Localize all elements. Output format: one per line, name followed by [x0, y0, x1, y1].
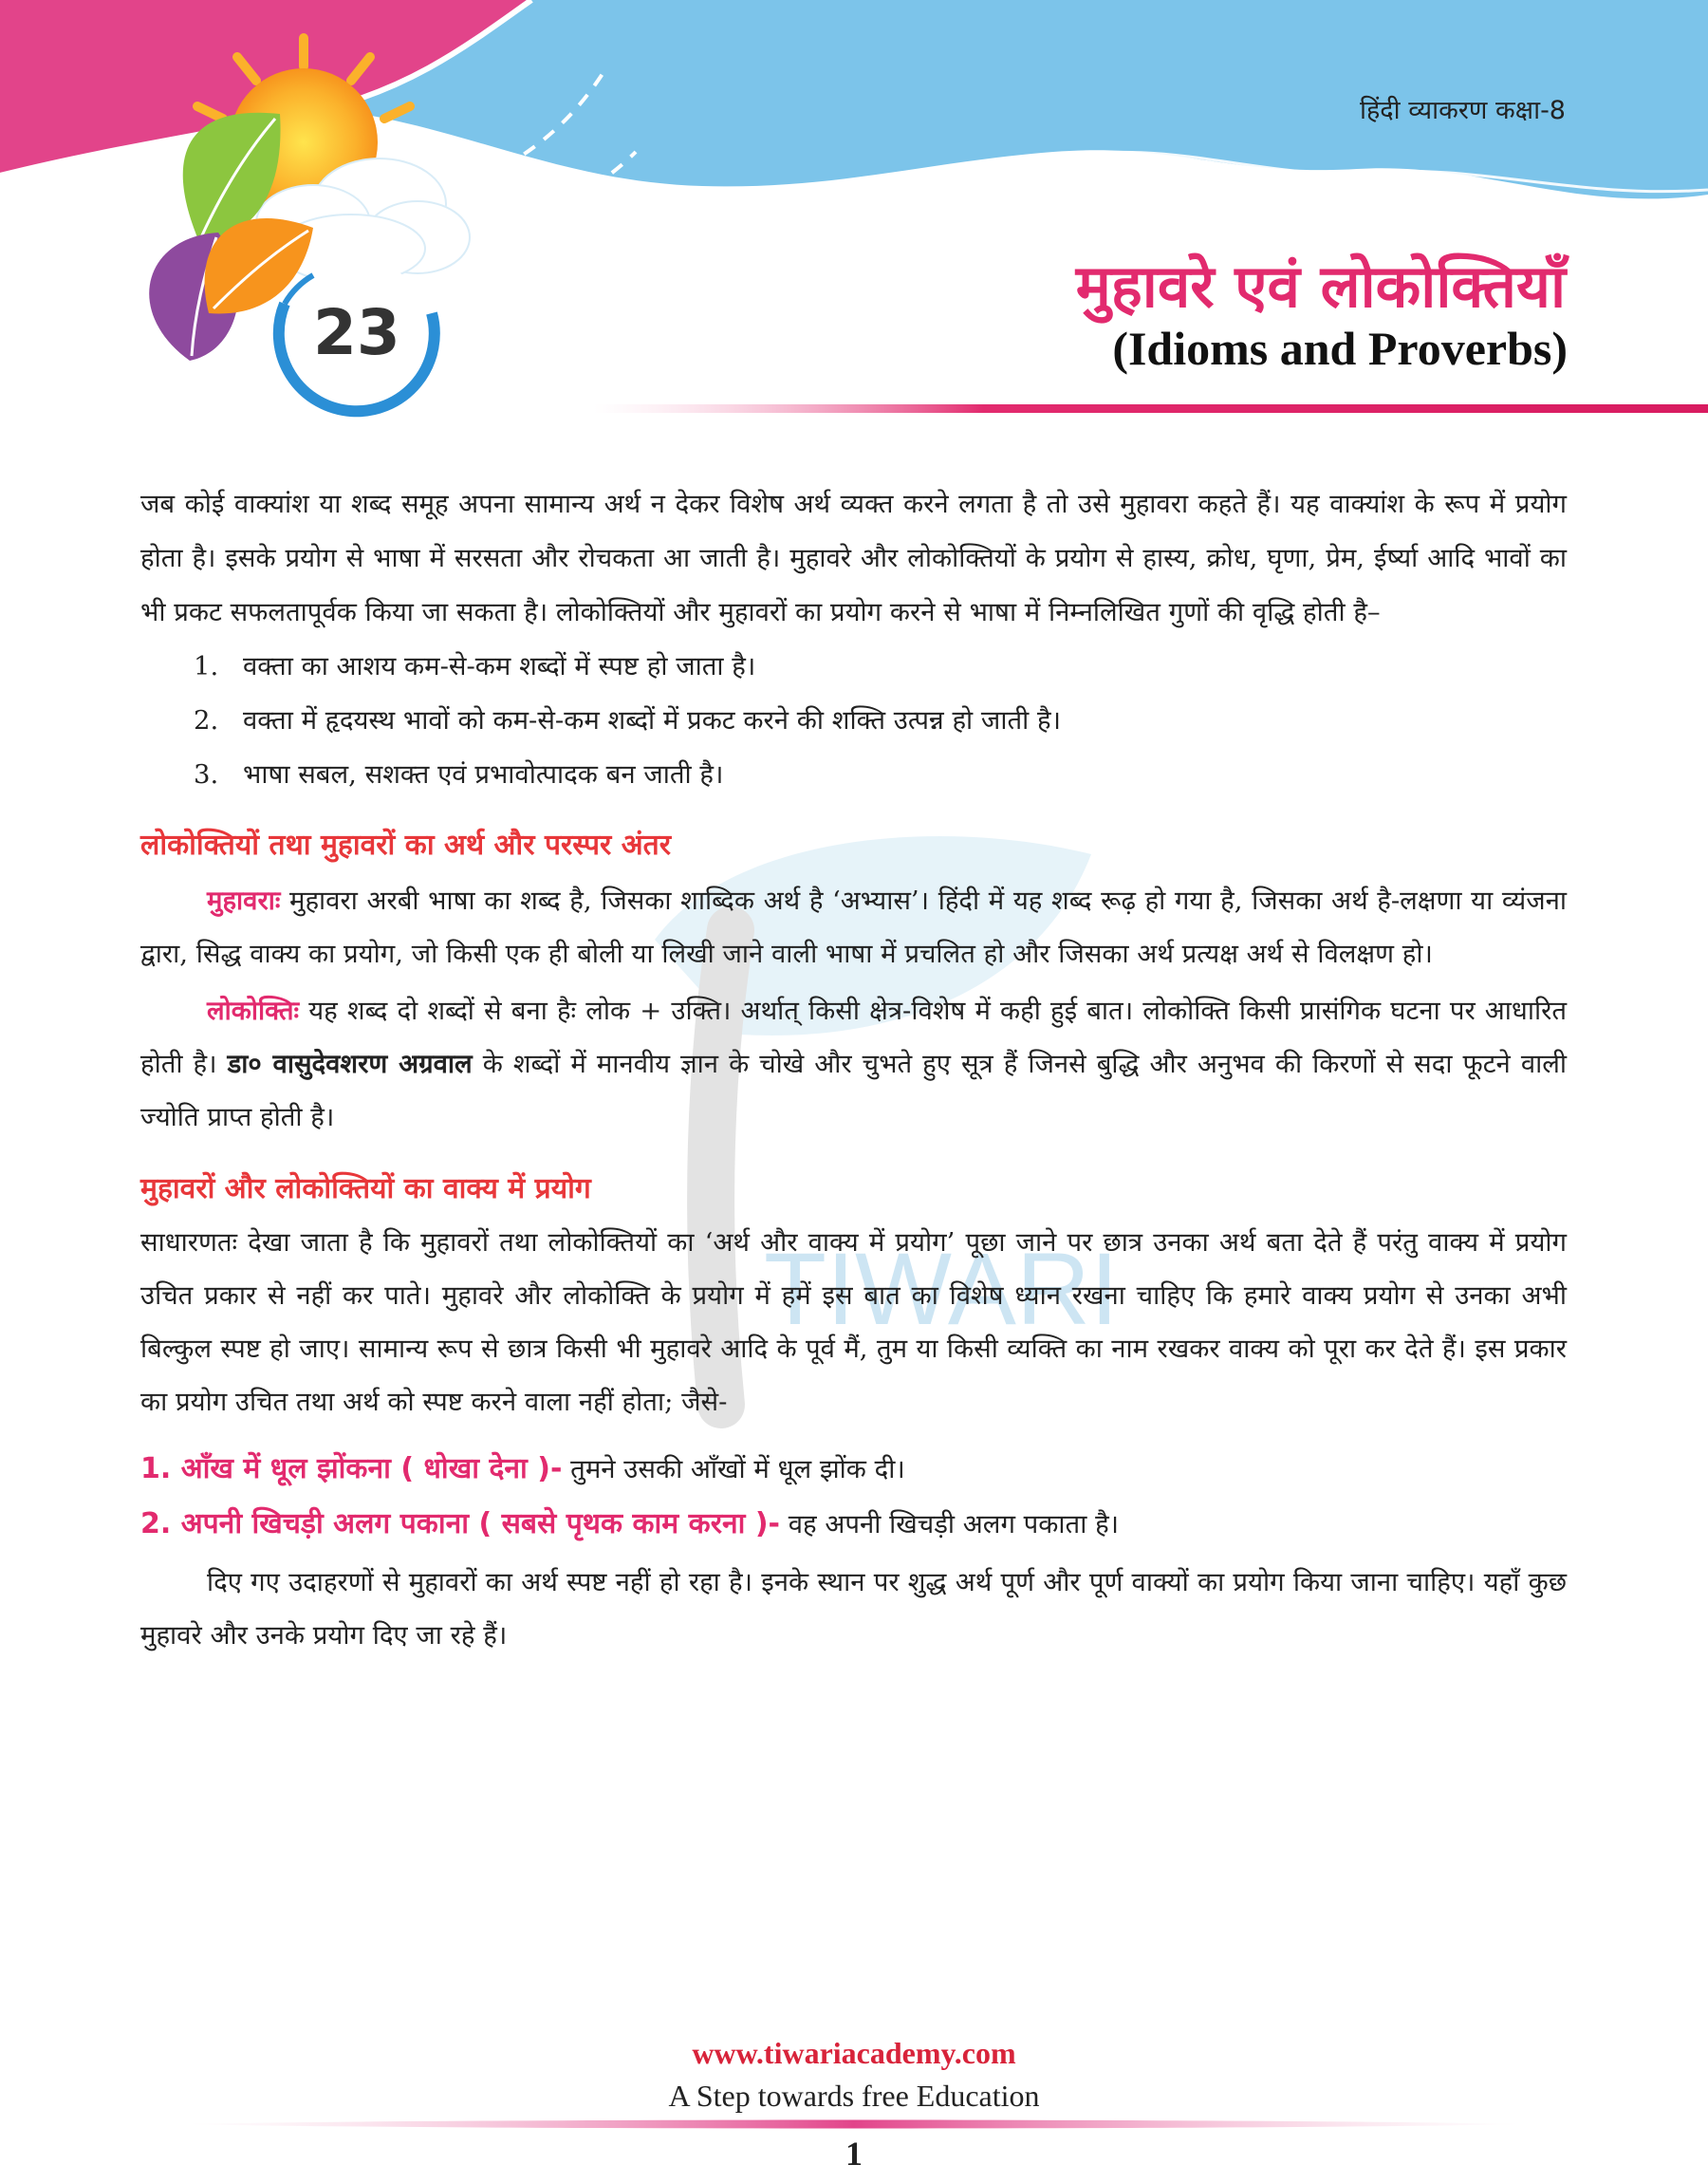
list-number: 1.: [194, 651, 219, 681]
footer-divider: [180, 2118, 1528, 2130]
chapter-subtitle: (Idioms and Proverbs): [1112, 322, 1568, 375]
section-heading-usage: मुहावरों और लोकोक्तियों का वाक्य में प्रयोग: [140, 1172, 591, 1205]
subject-label: हिंदी व्याकरण कक्षा-8: [1359, 96, 1566, 125]
chapter-content: [140, 477, 1567, 1662]
list-text: भाषा सबल, सशक्त एवं प्रभावोत्पादक बन जाती है।: [243, 759, 724, 790]
lokokti-label: लोकोक्तिः: [207, 996, 300, 1026]
page-number: 1: [845, 2135, 863, 2173]
list-item: [140, 748, 1567, 802]
list-text: वक्ता में हृदयस्थ भावों को कम-से-कम शब्दों में प्रकट करने की शक्ति उत्पन्न हो जाती है।: [243, 705, 1062, 736]
muhavara-text: मुहावरा अरबी भाषा का शब्द है, जिसका शाब्दिक अर्थ है ‘अभ्यास’। हिंदी में यह शब्द रूढ़ हो गया है, जिसका अर्थ है-लक्षणा या व्यंजना द्वारा, सिद्ध वाक्य का प्रयोग, जो किसी एक ही बोली या लिखी जाने वाली भाषा में प्रचलित हो और जिसका अर्थ प्रत्यक्ष अर्थ से विलक्षण हो।: [140, 886, 1567, 969]
chapter-number: 23: [313, 296, 400, 369]
muhavara-paragraph: [140, 874, 1567, 980]
example-heading: 1. आँख में धूल झोंकना ( धोखा देना )-: [140, 1452, 563, 1485]
example-usage: तुमने उसकी आँखों में धूल झोंक दी।: [562, 1454, 905, 1484]
chapter-title: मुहावरे एवं लोकोक्तियाँ: [1075, 252, 1566, 321]
section-heading-meaning: लोकोक्तियों तथा मुहावरों का अर्थ और परस्पर अंतर: [140, 829, 671, 862]
lokokti-text-2: के शब्दों में मानवीय ज्ञान के चोखे और चुभते हुए सूत्र हैं जिनसे बुद्धि और अनुभव की किरणों से सदा फूटने वाली ज्योति प्राप्त होती है।: [140, 1049, 1567, 1132]
list-item: [140, 640, 1567, 694]
muhavara-label: मुहावराः: [207, 886, 281, 916]
example-heading: 2. अपनी खिचड़ी अलग पकाना ( सबसे पृथक काम करना )-: [140, 1507, 780, 1540]
list-item: [140, 694, 1567, 748]
footer-url[interactable]: www.tiwariacademy.com: [692, 2036, 1016, 2070]
example-item: [140, 1497, 1567, 1552]
list-number: 3.: [194, 759, 219, 790]
footer-tagline: A Step towards free Education: [668, 2079, 1040, 2113]
lokokti-author: डा० वासुदेवशरण अग्रवाल: [227, 1049, 473, 1079]
lokokti-paragraph: [140, 984, 1567, 1144]
usage-paragraph: साधारणतः देखा जाता है कि मुहावरों तथा लोकोक्तियों का ‘अर्थ और वाक्य में प्रयोग’ पूछा जाने पर छात्र उनका अर्थ बता देते हैं परंतु वाक्य में प्रयोग उचित प्रकार से नहीं कर पाते। मुहावरे और लोकोक्ति के प्रयोग में हमें इस बात का विशेष ध्यान रखना चाहिए कि हमारे वाक्य प्रयोग से उनका अभी बिल्कुल स्पष्ट हो जाए। सामान्य रूप से छात्र किसी भी मुहावरे आदि के पूर्व मैं, तुम या किसी व्यक्ति का नाम रखकर वाक्य को पूरा कर देते हैं। इस प्रकार का प्रयोग उचित तथा अर्थ को स्पष्ट करने वाला नहीं होता; जैसे-: [140, 1227, 1567, 1417]
benefit-list: [140, 640, 1567, 802]
watermark-text: TIWARI: [764, 1231, 1119, 1346]
example-usage: वह अपनी खिचड़ी अलग पकाता है।: [780, 1509, 1120, 1539]
intro-paragraph: जब कोई वाक्यांश या शब्द समूह अपना सामान्य अर्थ न देकर विशेष अर्थ व्यक्त करने लगता है तो उसे मुहावरा कहते हैं। यह वाक्यांश के रूप में प्रयोग होता है। इसके प्रयोग से भाषा में सरसता और रोचकता आ जाती है। मुहावरे और लोकोक्तियों के प्रयोग से हास्य, क्रोध, घृणा, प्रेम, ईर्ष्या आदि भावों का भी प्रकट सफलतापूर्वक किया जा सकता है। लोकोक्तियों और मुहावरों का प्रयोग करने से भाषा में निम्नलिखित गुणों की वृद्धि होती है–: [140, 489, 1567, 627]
closing-paragraph: दिए गए उदाहरणों से मुहावरों का अर्थ स्पष्ट नहीं हो रहा है। इनके स्थान पर शुद्ध अर्थ पूर्ण और पूर्ण वाक्यों का प्रयोग किया जाना चाहिए। यहाँ कुछ मुहावरे और उनके प्रयोग दिए जा रहे हैं।: [140, 1567, 1567, 1651]
list-number: 2.: [194, 705, 219, 736]
example-item: [140, 1442, 1567, 1497]
list-text: वक्ता का आशय कम-से-कम शब्दों में स्पष्ट हो जाता है।: [243, 651, 756, 681]
lokokti-text-1: यह शब्द दो शब्दों से बना हैः लोक + उक्ति। अर्थात् किसी क्षेत्र-विशेष में कही हुई बात। लोकोक्ति किसी प्रासंगिक घटना पर आधारित होती है।: [140, 996, 1567, 1079]
title-divider: [593, 404, 1708, 413]
